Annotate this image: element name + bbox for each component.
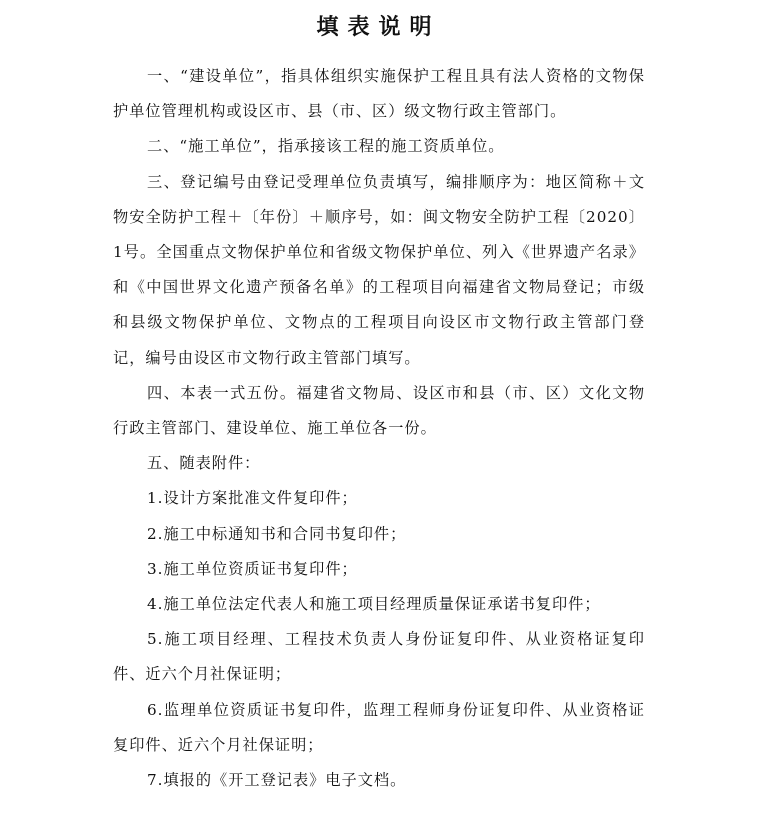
attachment-item-1: 1.设计方案批准文件复印件； (147, 489, 358, 508)
paragraph-copies: 四、本表一式五份。福建省文物局、设区市和县（市、区）文化文物行政主管部门、建设单位、施工单位各一份。 (113, 383, 645, 438)
paragraph-contractor-unit: 二、“施工单位”，指承接该工程的施工资质单位。 (147, 137, 505, 156)
instructions-body (113, 59, 645, 798)
attachment-item-7: 7.填报的《开工登记表》电子文档。 (147, 771, 407, 790)
attachment-item-4: 4.施工单位法定代表人和施工项目经理质量保证承诺书复印件； (147, 595, 601, 614)
attachment-item-5: 5.施工项目经理、工程技术负责人身份证复印件、从业资格证复印件、近六个月社保证明； (113, 630, 645, 684)
paragraph-registration-number: 三、登记编号由登记受理单位负责填写，编排顺序为：地区简称＋文物安全防护工程＋〔年份〕＋顺序号，如：闽文物安全防护工程〔2020〕1号。全国重点文物保护单位和省级文物保护单位、列入《世界遗产名录》和《中国世界文化遗产预备名单》的工程项目向福建省文物局登记；市级和县级文物保护单位、文物点的工程项目向设区市文物行政主管部门登记，编号由设区市文物行政主管部门填写。 (113, 172, 645, 367)
paragraph-construction-unit: 一、“建设单位”，指具体组织实施保护工程且具有法人资格的文物保护单位管理机构或设区市、县（市、区）级文物行政主管部门。 (113, 67, 645, 121)
document-title: 填表说明 (316, 14, 441, 40)
attachment-item-6: 6.监理单位资质证书复印件，监理工程师身份证复印件、从业资格证复印件、近六个月社保证明； (113, 700, 645, 754)
attachment-item-2: 2.施工中标通知书和合同书复印件； (147, 524, 407, 543)
attachment-item-3: 3.施工单位资质证书复印件； (147, 559, 358, 578)
paragraph-attachments-heading: 五、随表附件： (147, 454, 261, 473)
